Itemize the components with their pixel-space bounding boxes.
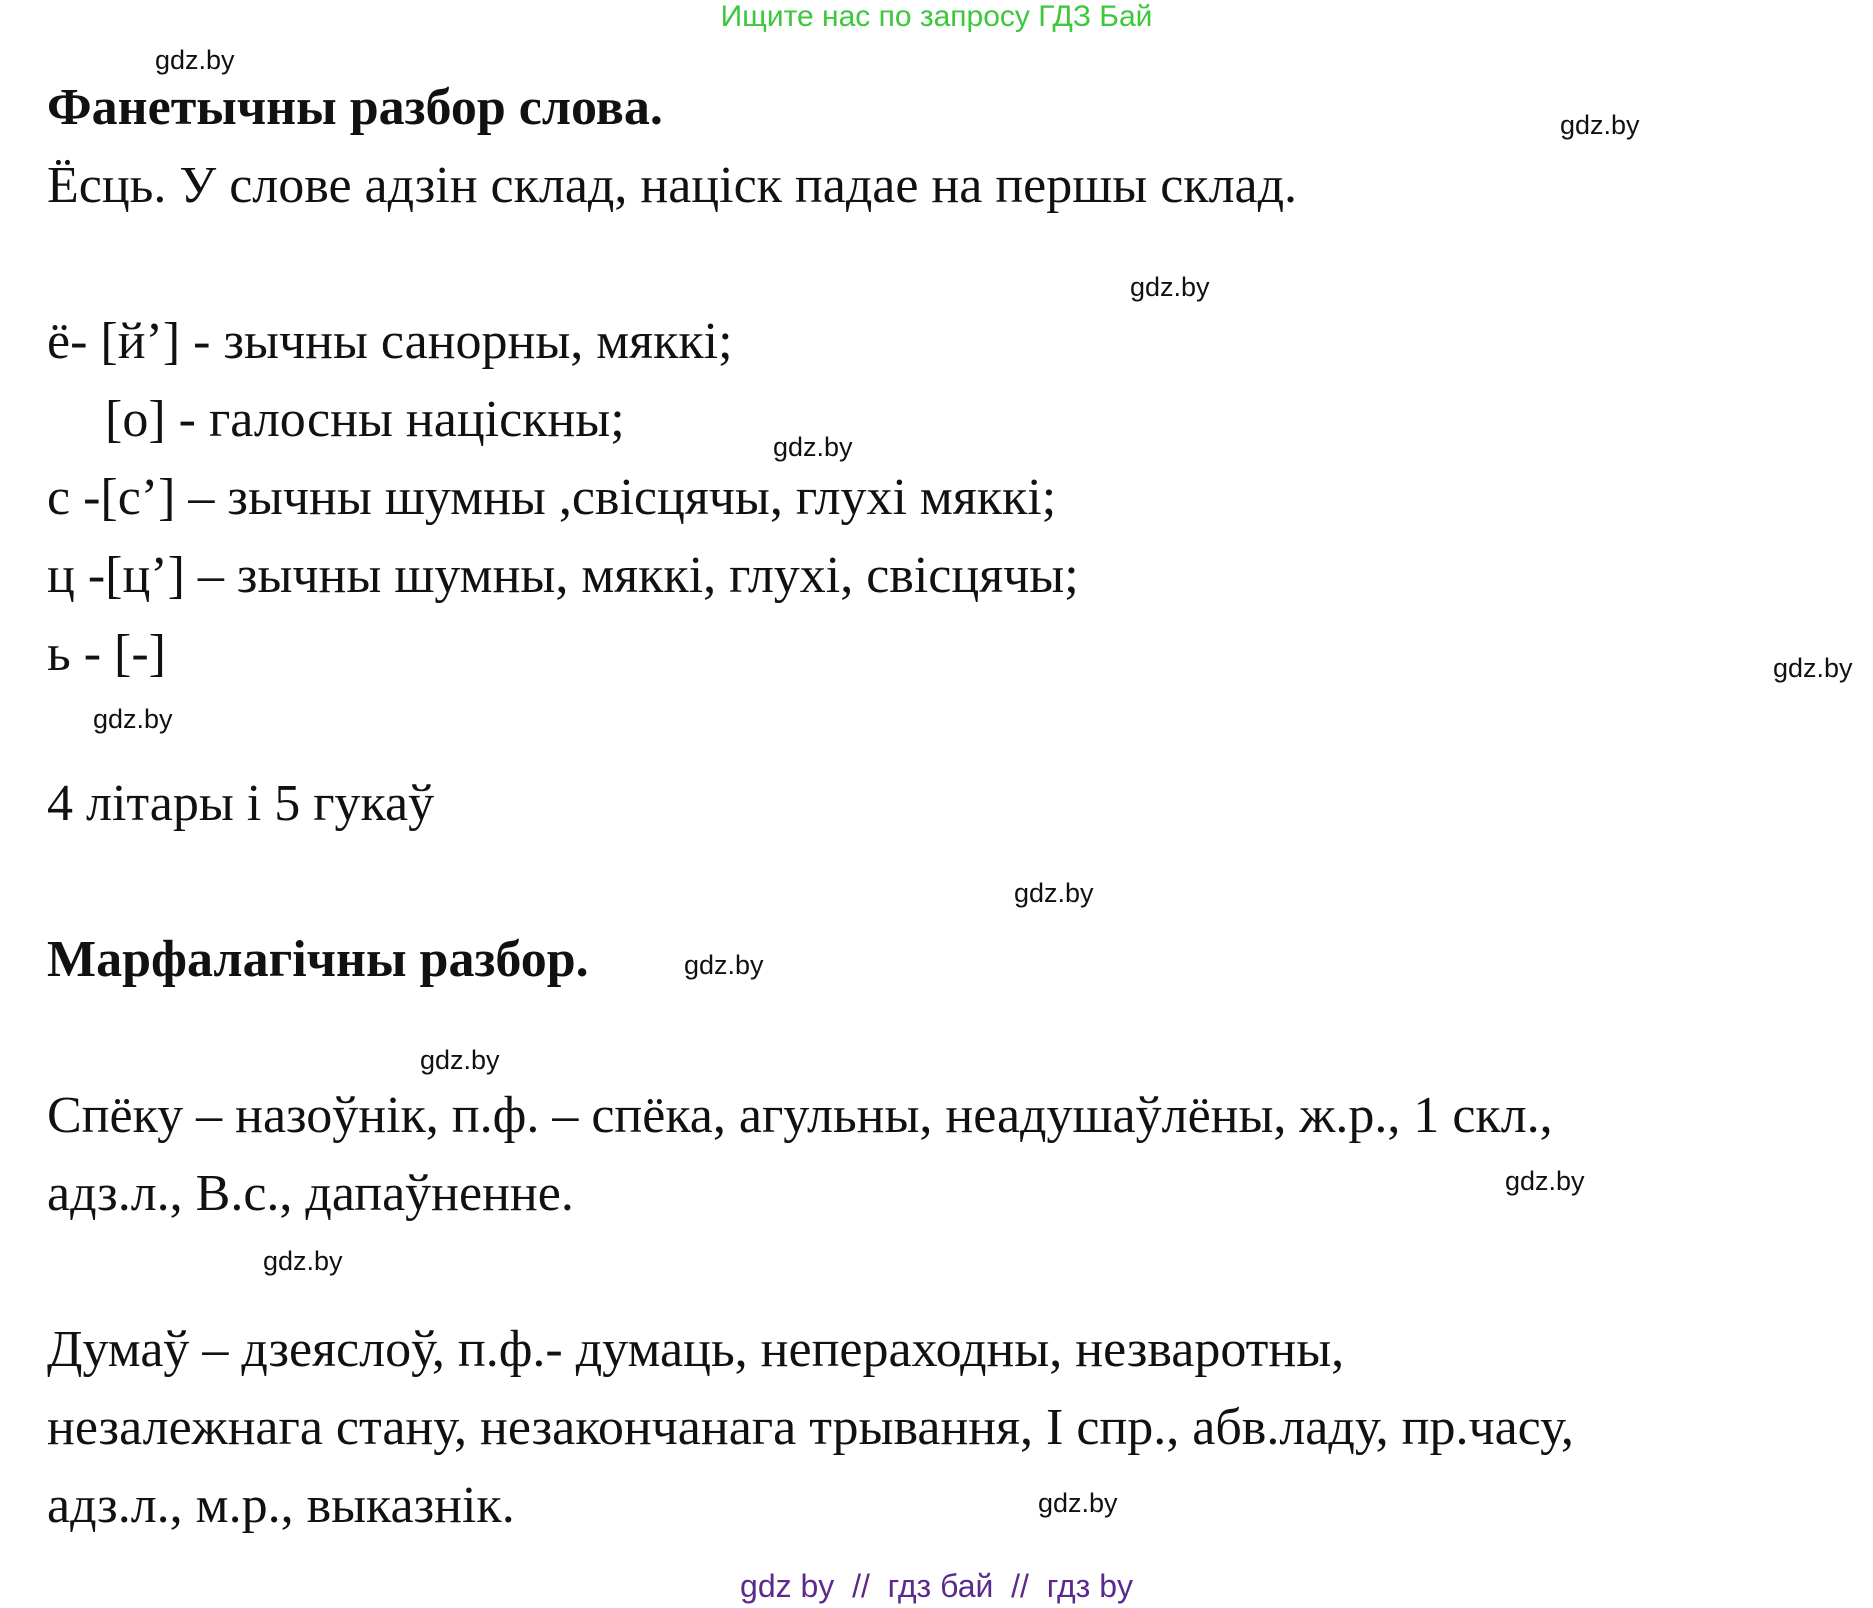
morph-entry-line: незалежнага стану, незакончанага трывання, І спр., абв.ладу, пр.часу, <box>47 1399 1574 1456</box>
morph-entry-line: адз.л., В.с., дапаўненне. <box>47 1165 574 1222</box>
watermark: gdz.by <box>1014 878 1094 908</box>
watermark: gdz.by <box>93 704 173 734</box>
phonetic-summary: 4 літары і 5 гукаў <box>47 775 435 832</box>
watermark: gdz.by <box>1560 110 1640 140</box>
phonetic-line: ё- [й’] - зычны санорны, мяккі; <box>47 313 733 370</box>
phonetic-line: ц -[ц’] – зычны шумны, мяккі, глухі, свісцячы; <box>47 547 1079 604</box>
morph-entry-line: Спёку – назоўнік, п.ф. – спёка, агульны, неадушаўлёны, ж.р., 1 скл., <box>47 1087 1553 1144</box>
watermark: gdz.by <box>1773 653 1853 683</box>
morph-entry-line: адз.л., м.р., выказнік. <box>47 1477 515 1534</box>
search-ad-banner: Ищите нас по запросу ГДЗ Бай <box>720 0 1153 33</box>
morphological-heading: Марфалагічны разбор. <box>47 931 589 988</box>
phonetic-line: [о] - галосны націскны; <box>105 391 625 448</box>
watermark: gdz.by <box>1038 1488 1118 1518</box>
watermark: gdz.by <box>773 432 853 462</box>
watermark: gdz.by <box>1130 272 1210 302</box>
phonetic-intro: Ёсць. У слове адзін склад, націск падае на першы склад. <box>47 157 1298 214</box>
watermark: gdz.by <box>420 1045 500 1075</box>
morph-entry-line: Думаў – дзеяслоў, п.ф.- думаць, непераходны, незваротны, <box>47 1321 1345 1378</box>
watermark: gdz.by <box>1505 1166 1585 1196</box>
phonetic-line: с -[с’] – зычны шумны ,свісцячы, глухі мяккі; <box>47 469 1057 526</box>
watermark: gdz.by <box>263 1246 343 1276</box>
watermark: gdz.by <box>155 45 235 75</box>
site-footer-links: gdz by // гдз бай // гдз by <box>740 1568 1133 1604</box>
phonetic-line: ь - [-] <box>47 625 166 682</box>
phonetic-heading: Фанетычны разбор слова. <box>47 79 663 136</box>
watermark: gdz.by <box>684 950 764 980</box>
